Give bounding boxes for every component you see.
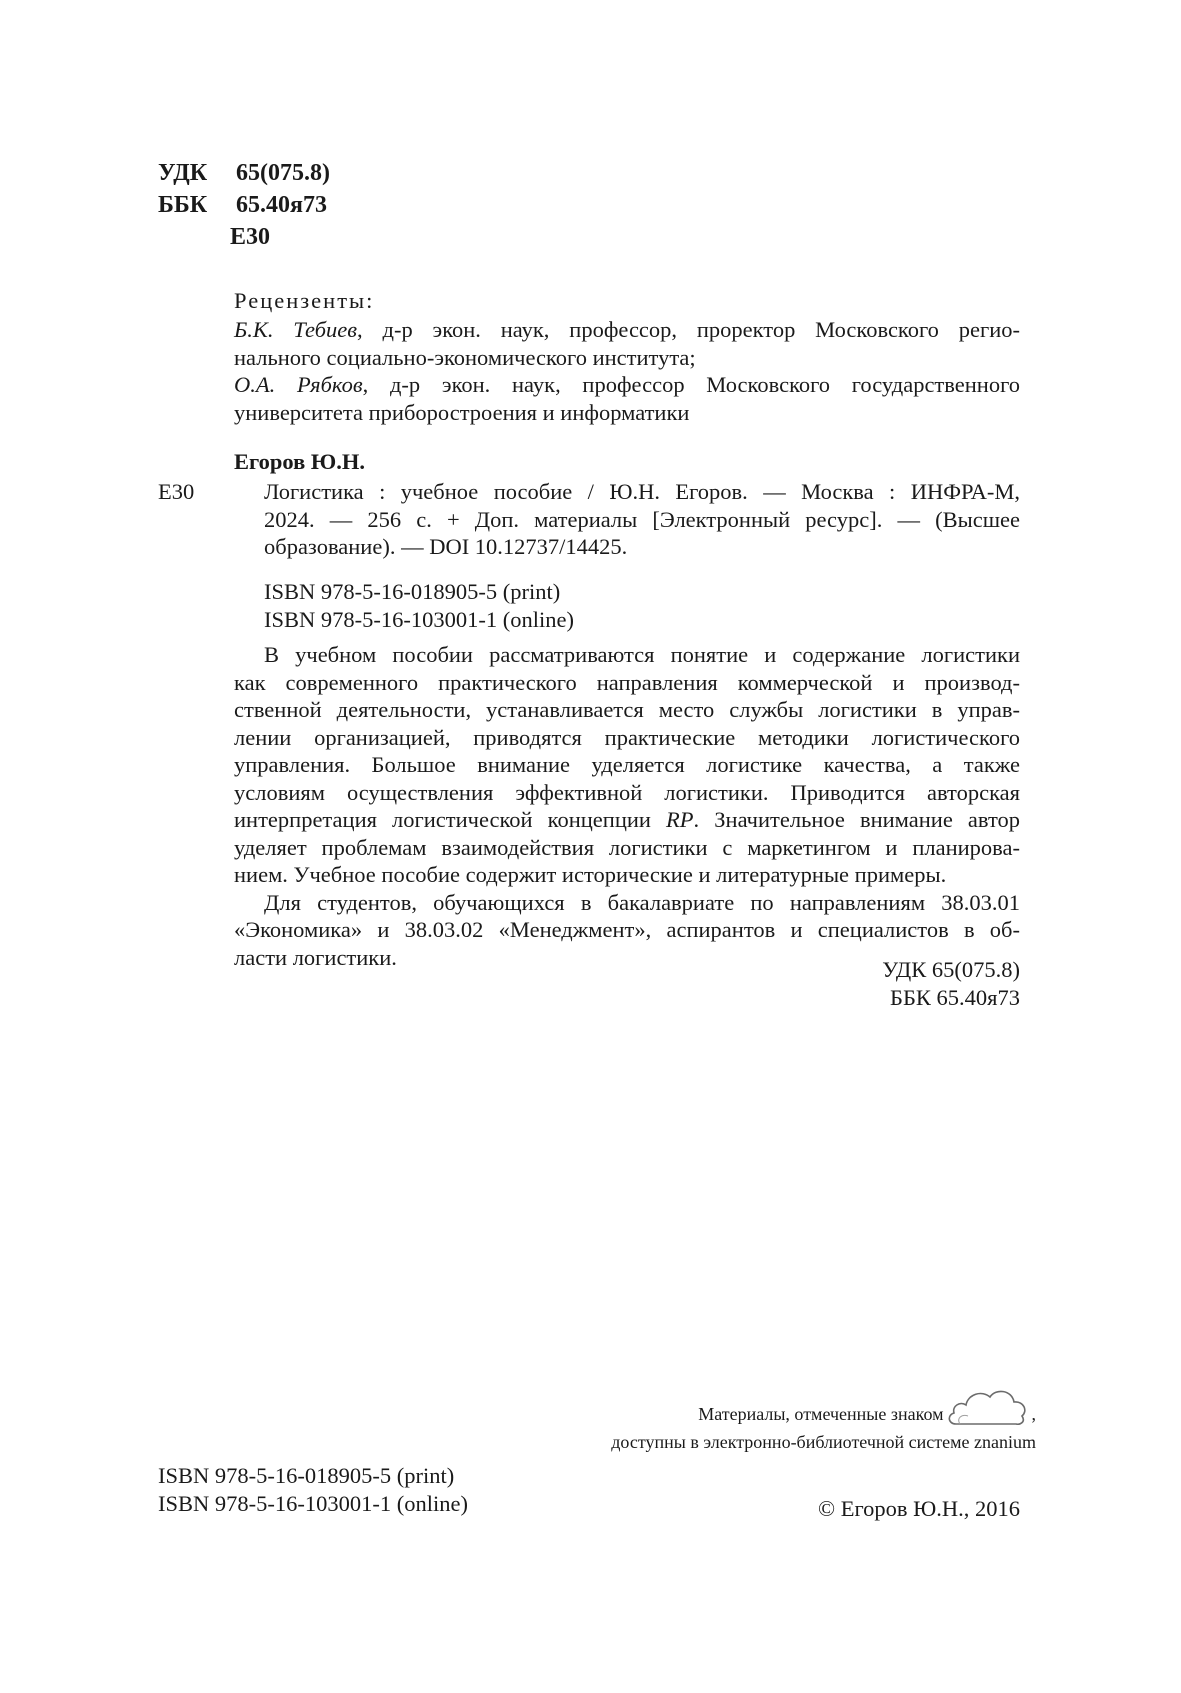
bbk-footer: ББК 65.40я73 — [890, 984, 1020, 1010]
bbk-label: ББК — [158, 192, 208, 218]
footer-isbn-print: ISBN 978-5-16-018905-5 (print) — [158, 1463, 455, 1488]
cloud-icon — [946, 1384, 1030, 1428]
reviewer-2-line-1 — [234, 371, 1020, 399]
reviewer-1-line-2: нального социально-экономического института; — [234, 344, 696, 370]
udk-footer: УДК 65(075.8) — [882, 957, 1020, 982]
reviewer-2-line-2: университета приборостроения и информатики — [234, 399, 690, 425]
udk-bbk-footer — [760, 956, 1020, 1011]
znanium-note-line-2: доступны в электронно-библиотечной системе znanium — [611, 1432, 1036, 1452]
udk-label: УДК — [158, 160, 208, 186]
abstract-line: уделяет проблемам взаимодействия логистики с маркетингом и планирова- — [234, 834, 1020, 860]
bib-line-1: Логистика : учебное пособие / Ю.Н. Егоров. — Москва : ИНФРА-М, — [264, 479, 1020, 504]
znanium-note — [480, 1384, 1036, 1456]
rp-term: RP — [666, 807, 694, 832]
reviewer-1-name: Б.К. Тебиев — [234, 317, 358, 342]
abstract-line: лении организацией, приводятся практические методики логистического — [234, 724, 1020, 750]
abstract-line: ственной деятельности, устанавливается место службы логистики в управ- — [234, 697, 1020, 722]
udk-row — [158, 160, 330, 188]
bib-line-2: 2024. — 256 с. + Доп. материалы [Электронный ресурс]. — (Высшее — [264, 506, 1020, 532]
abstract-text: интерпретация логистической концепции — [234, 807, 667, 832]
abstract-line: В учебном пособии рассматриваются понятие и содержание логистики — [264, 642, 1020, 667]
author-code: Е30 — [230, 224, 271, 250]
reviewer-2-name: О.А. Рябков — [234, 372, 363, 397]
abstract-line: нием. Учебное пособие содержит исторические и литературные примеры. — [234, 862, 947, 887]
znanium-note-line-1 — [480, 1384, 1036, 1428]
bbk-value: 65.40я73 — [236, 192, 327, 218]
author-heading: Егоров Ю.Н. — [234, 449, 365, 474]
udk-value: 65(075.8) — [236, 160, 330, 186]
bbk-row — [158, 192, 327, 220]
isbn-block — [264, 578, 574, 633]
bibliographic-description — [264, 478, 1020, 561]
znanium-note-text: Материалы, отмеченные знаком — [698, 1404, 944, 1424]
author-code-row — [230, 224, 270, 252]
abstract-text: . Значительное внимание автор — [693, 807, 1020, 832]
abstract-line: ласти логистики. — [234, 944, 397, 970]
abstract-line: управления. Большое внимание уделяется логистике качества, а также — [234, 752, 1020, 777]
reviewer-1-details: , д-р экон. наук, профессор, проректор Московского регио- — [357, 317, 1020, 342]
reviewer-2-details: , д-р экон. наук, профессор Московского государственного — [362, 372, 1020, 397]
abstract-line: условиям осуществления эффективной логистики. Приводится авторская — [234, 779, 1020, 805]
abstract-line: «Экономика» и 38.03.02 «Менеджмент», аспирантов и специалистов в об- — [234, 917, 1020, 942]
znanium-note-comma: , — [1031, 1404, 1036, 1424]
copyright: © Егоров Ю.Н., 2016 — [817, 1496, 1020, 1521]
abstract-line: Для студентов, обучающихся в бакалавриате по направлениям 38.03.01 — [264, 889, 1020, 915]
footer-isbn-online: ISBN 978-5-16-103001-1 (online) — [158, 1490, 468, 1516]
isbn-print: ISBN 978-5-16-018905-5 (print) — [264, 579, 561, 604]
abstract-line: как современного практического направления коммерческой и производ- — [234, 669, 1020, 695]
abstract — [234, 641, 1020, 971]
reviewer-1 — [234, 316, 1020, 371]
abstract-line — [234, 806, 1020, 834]
bib-author-code: Е30 — [158, 479, 195, 504]
reviewers-heading: Рецензенты: — [234, 288, 375, 313]
reviewer-2 — [234, 371, 1020, 426]
footer-isbn-block — [158, 1462, 468, 1517]
bib-line-3: образование). — DOI 10.12737/14425. — [264, 534, 628, 559]
reviewer-1-line-1 — [234, 316, 1020, 344]
isbn-online: ISBN 978-5-16-103001-1 (online) — [264, 606, 574, 632]
